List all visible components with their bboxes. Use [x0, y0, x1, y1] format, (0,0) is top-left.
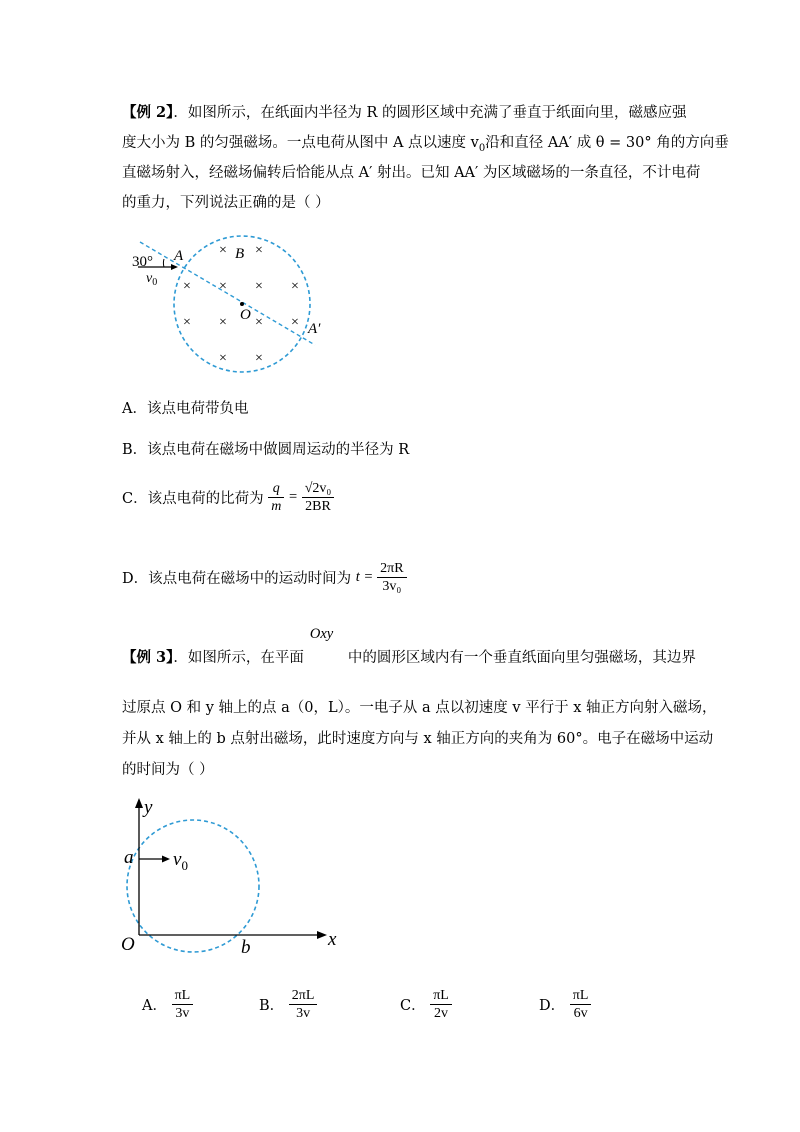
ex3-options	[142, 987, 662, 1031]
ex2-center-label: O	[240, 307, 251, 323]
ex2-point-a: A	[174, 248, 184, 264]
ex2-c-lhs: $\frac{q}{m}$	[268, 480, 284, 515]
ex3-option-d: D． $\frac{\pi L}{6v}$	[539, 987, 591, 1022]
ex3-x-label: x	[328, 929, 337, 950]
ex3-field-boundary	[127, 820, 259, 952]
ex3-y-label: y	[144, 797, 153, 818]
cross: ×	[255, 315, 263, 330]
ex2-line-1	[122, 103, 687, 123]
ex2-option-a: A．该点电荷带负电	[122, 401, 249, 417]
cross: ×	[255, 351, 263, 366]
ex3-figure	[118, 795, 358, 965]
ex3-velocity-label: $v_0$	[173, 849, 188, 873]
cross: ×	[219, 351, 227, 366]
ex3-line-2: 过原点 O 和 y 轴上的点 a（0，L）。一电子从 a 点以初速度 v 平行于 x 轴正方向射入磁场，	[122, 700, 717, 716]
cross: ×	[219, 243, 227, 258]
ex3-option-c: C． $\frac{\pi L}{2v}$	[400, 987, 452, 1022]
ex2-field-label: B	[235, 246, 245, 262]
ex2-text-1: ．如图所示，在纸面内半径为 R 的圆形区域中充满了垂直于纸面向里，磁感应强	[173, 105, 687, 121]
ex3-velocity-head	[162, 856, 170, 863]
ex3-y-arrow	[135, 798, 143, 808]
ex3-line-4: 的时间为（ ）	[122, 762, 214, 778]
cross: ×	[291, 279, 299, 294]
ex3-oxy: Oxy	[309, 626, 334, 642]
ex2-line-3: 直磁场射入，经磁场偏转后恰能从点 A′ 射出。已知 AA′ 为区域磁场的一条直径，不计电荷	[122, 165, 701, 181]
ex2-arrow-head	[171, 264, 178, 270]
ex2-angle-arc	[163, 259, 164, 267]
ex2-line-4: 的重力，下列说法正确的是（ ）	[122, 195, 330, 211]
ex2-figure	[120, 225, 340, 385]
ex3-point-a: a	[124, 847, 134, 868]
ex2-option-c: C．该点电荷的比荷为 $\frac{q}{m}$ = $\frac{\text{√2v₀}}{2BR}$	[122, 480, 334, 515]
cross: ×	[255, 243, 263, 258]
ex2-option-b: B．该点电荷在磁场中做圆周运动的半径为 R	[122, 442, 410, 458]
ex2-d-rhs: $\frac{2\pi R}{\text{3v₀}}$	[377, 560, 406, 595]
cross: ×	[183, 279, 191, 294]
ex3-line-1: 【例 3】．如图所示，在平面 Oxy 中的圆形区域内有一个垂直纸面向里匀强磁场，其边界	[122, 626, 696, 666]
ex2-point-a-prime: A′	[308, 321, 321, 337]
ex2-diameter-line	[140, 242, 315, 345]
ex2-tag: 【例 2】	[122, 104, 174, 121]
ex3-origin-label: O	[121, 934, 135, 955]
ex3-tag: 【例 3】	[122, 649, 174, 666]
ex3-option-b: B． $\frac{2\pi L}{3v}$	[259, 987, 317, 1022]
ex2-velocity-label: $v_0$	[146, 271, 158, 288]
ex2-c-rhs: $\frac{\text{√2v₀}}{2BR}$	[302, 480, 335, 515]
cross: ×	[219, 315, 227, 330]
ex3-point-b: b	[241, 937, 251, 958]
ex2-option-d: D．该点电荷在磁场中的运动时间为 t = $\frac{2\pi R}{\text{3v₀}}$	[122, 560, 407, 595]
cross: ×	[255, 279, 263, 294]
cross: ×	[219, 279, 227, 294]
cross: ×	[183, 315, 191, 330]
ex3-x-arrow	[317, 931, 327, 939]
ex2-angle-label: 30°	[132, 254, 153, 270]
ex3-option-a: A． $\frac{\pi L}{3v}$	[142, 987, 193, 1022]
ex2-center-dot	[240, 302, 244, 306]
cross: ×	[291, 315, 299, 330]
ex2-line-2: 度大小为 B 的匀强磁场。一点电荷从图中 A 点以速度 $v_0$沿和直径 AA′ 成 θ = 30° 角的方向垂	[122, 135, 729, 154]
ex3-line-3: 并从 x 轴上的 b 点射出磁场，此时速度方向与 x 轴正方向的夹角为 60°。电子在磁场中运动	[122, 731, 714, 747]
